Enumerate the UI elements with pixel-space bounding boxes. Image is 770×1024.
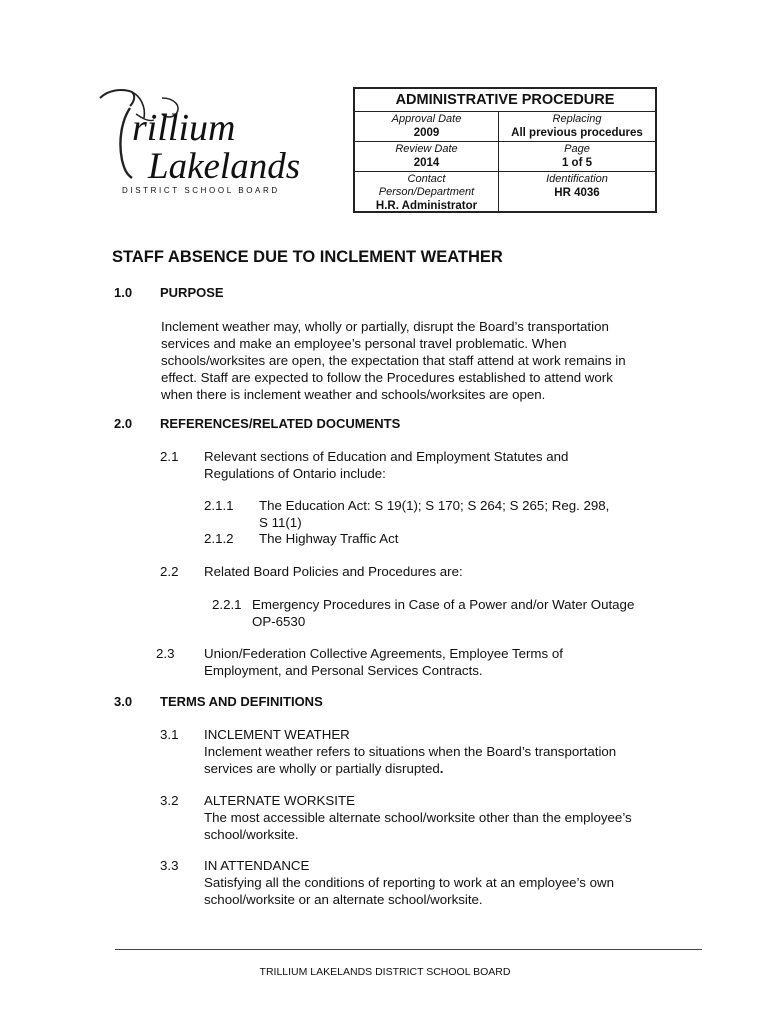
contact-cell (355, 172, 498, 211)
term-heading: IN ATTENDANCE (204, 858, 310, 873)
review-date-cell (355, 142, 498, 172)
replacing-value: All previous procedures (511, 127, 643, 139)
section-number: 1.0 (114, 285, 133, 300)
text-span: . (439, 761, 444, 776)
text-line: services and make an employee’s personal travel problematic. When (161, 336, 567, 351)
footer-divider (115, 949, 702, 950)
logo-subtitle: DISTRICT SCHOOL BOARD (122, 186, 280, 195)
section-number: 3.0 (114, 694, 133, 709)
page-value: 1 of 5 (561, 157, 593, 169)
contact-label: Contact (407, 173, 446, 185)
item-number: 3.2 (160, 793, 179, 808)
approval-date-cell (355, 112, 498, 142)
item-text-2-2-1 (252, 596, 634, 630)
term-heading: INCLEMENT WEATHER (204, 727, 350, 742)
text-line: Emergency Procedures in Case of a Power and/or Water Outage (252, 597, 635, 612)
section-number: 2.0 (114, 416, 133, 431)
term-heading: ALTERNATE WORKSITE (204, 793, 355, 808)
contact-label-dept: Person/Department (378, 186, 475, 198)
text-line: schools/worksites are open, the expectation that staff attend at work remains in (161, 353, 626, 368)
item-number: 2.1 (160, 449, 179, 464)
item-text-2-1-2: The Highway Traffic Act (259, 531, 399, 546)
item-number: 2.2.1 (212, 597, 242, 612)
page-cell (499, 142, 655, 172)
text-line: The Education Act: S 19(1); S 170; S 264; S 265; Reg. 298, (259, 498, 610, 513)
identification-value: HR 4036 (554, 187, 600, 199)
text-line: S 11(1) (259, 515, 302, 530)
item-text-2-3 (204, 645, 563, 679)
identification-cell (499, 172, 655, 211)
footer-text: TRILLIUM LAKELANDS DISTRICT SCHOOL BOARD (259, 966, 511, 978)
document-title: STAFF ABSENCE DUE TO INCLEMENT WEATHER (112, 248, 503, 266)
item-text-2-1 (204, 448, 568, 482)
text-line (204, 760, 616, 777)
page-label: Page (564, 143, 590, 155)
text-line: Satisfying all the conditions of reporting to work at an employee’s own (204, 875, 614, 890)
procedure-info-table (353, 87, 657, 213)
item-text-2-2: Related Board Policies and Procedures are: (204, 564, 463, 579)
text-line: school/worksite or an alternate school/worksite. (204, 892, 483, 907)
text-line: Relevant sections of Education and Employment Statutes and (204, 449, 569, 464)
section-heading-terms: TERMS AND DEFINITIONS (160, 694, 323, 709)
purpose-paragraph (161, 318, 626, 403)
text-line: effect. Staff are expected to follow the Procedures established to attend work (161, 370, 613, 385)
text-line: OP-6530 (252, 614, 306, 629)
text-line: school/worksite. (204, 827, 299, 842)
contact-value: H.R. Administrator (375, 200, 478, 212)
approval-date-label: Approval Date (391, 113, 462, 125)
item-text-2-1-1 (259, 497, 609, 531)
text-line: Union/Federation Collective Agreements, Employee Terms of (204, 646, 563, 661)
identification-label: Identification (546, 173, 608, 185)
item-number: 2.3 (156, 646, 175, 661)
term-inclement-weather (204, 726, 616, 777)
text-line: Inclement weather refers to situations when the Board’s transportation (204, 744, 617, 759)
term-in-attendance (204, 857, 614, 908)
logo-wordmark-line-1: rillium (132, 107, 236, 149)
text-line: Employment, and Personal Services Contracts. (204, 663, 483, 678)
text-span: services are wholly or partially disrupted (204, 761, 440, 776)
review-date-label: Review Date (395, 143, 458, 155)
text-line: when there is inclement weather and schools/worksites are open. (161, 387, 546, 402)
text-line: Inclement weather may, wholly or partially, disrupt the Board’s transportation (161, 319, 609, 334)
item-number: 3.1 (160, 727, 179, 742)
item-number: 2.2 (160, 564, 179, 579)
procedure-heading: ADMINISTRATIVE PROCEDURE (355, 89, 655, 112)
text-line: The most accessible alternate school/worksite other than the employee’s (204, 810, 632, 825)
section-heading-references: REFERENCES/RELATED DOCUMENTS (160, 416, 401, 431)
review-date-value: 2014 (413, 157, 440, 169)
item-number: 3.3 (160, 858, 179, 873)
text-line: Regulations of Ontario include: (204, 466, 386, 481)
item-number: 2.1.2 (204, 531, 234, 546)
item-number: 2.1.1 (204, 498, 234, 513)
replacing-cell (499, 112, 655, 142)
term-alternate-worksite (204, 792, 632, 843)
replacing-label: Replacing (552, 113, 602, 125)
approval-date-value: 2009 (413, 127, 440, 139)
logo-wordmark-line-2: Lakelands (148, 146, 301, 187)
section-heading-purpose: PURPOSE (160, 285, 224, 300)
